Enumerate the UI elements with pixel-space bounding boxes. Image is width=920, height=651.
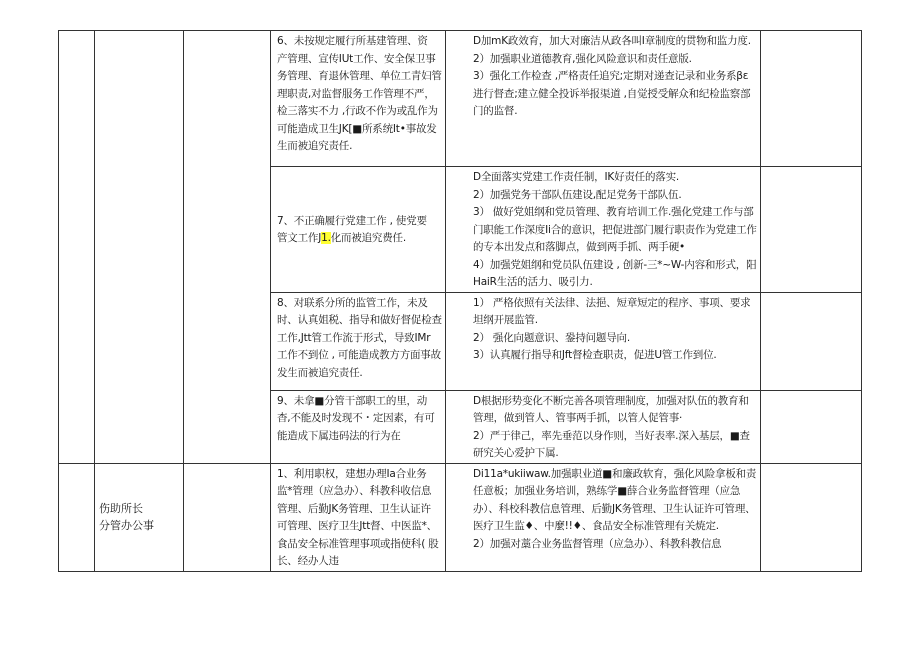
- risk-text: 7、不正确履行党建工作 , 使党要 管文工作J: [277, 214, 427, 245]
- measure-item: 2）加强对藁合业务监督管理（应急办）、科教科教信息: [473, 537, 722, 550]
- empty-cell: [184, 463, 271, 571]
- prevention-measures-cell: [446, 390, 761, 463]
- risk-point-cell: 6、未按规定履行所基建管理、资 产管理、宣传IUt工作、安全保卫事 务管理、育退休管理、单位工青妇管 理职责,对监督服务工作管理不严， 检三落实不力 ,行政不作为或乱作为 可能造成卫生JK[■所系统It•事故发 生而被追究责任.: [271, 31, 446, 167]
- prevention-measures-cell: [446, 31, 761, 167]
- table-row: [59, 463, 862, 571]
- empty-cell: [184, 31, 271, 464]
- prevention-measures-cell: [446, 292, 761, 390]
- measure-item: D全面落实党建工作责任制，IK好责任的落实.: [473, 171, 680, 183]
- measure-item: 3）强化工作检查 ,严格责任追究;定期对递查记录和业务系βε进行督查;建立健全投诉举报渠道 ,自觉授受解众和纪检监察部门的监督.: [473, 70, 751, 117]
- empty-cell: [95, 31, 184, 464]
- measure-item: D加mK政效育，加大对廉洁从政各叫I章制度的贯物和监力度.: [473, 35, 751, 47]
- measure-item: 1） 严格依照有关法律、法挹、短章短定的程序、事项、要求坦纲开展监管.: [473, 296, 751, 326]
- prevention-measures-cell: [446, 463, 761, 571]
- empty-cell: [761, 167, 862, 293]
- measure-item: Di11a*ukiiwaw.加强职业道■和廉政软育，强化风险拿板和责任意板；加强业务培训，熟练学■薛合业务监督管理（应急办）、科校科教信息管理、后勤JK务管理、卫生认证许可管理、医疗卫生监♦、中麼!!♦、食品安全标准管理有关焼定.: [473, 467, 757, 532]
- measure-item: 2） 强化向题意识、銎持问题导向.: [473, 331, 630, 344]
- risk-point-cell: 1、利用职权，建想办理Ia合业务 监*管理（应急办）、科教科收信息 管理、后勤JK务管理、卫生认证许 可管理、医疗卫生Jtt督、中医监*、 食品安全标准管理事项或指使科( 股 长、经办人违: [271, 463, 446, 571]
- empty-cell: [59, 463, 95, 571]
- empty-cell: [761, 463, 862, 571]
- risk-text: 化而被追究费任.: [330, 232, 406, 245]
- empty-cell: [761, 292, 862, 390]
- risk-point-cell: 9、未拿■分管干部职工的里，动 杳,不能及时发现不・定因素，有可 能造成下属违码法的行为在: [271, 390, 446, 463]
- measure-item: 2）加强党务干部队伍建设,配足党务干部队伍.: [473, 188, 682, 201]
- measure-item: D根据形势变化不断完善各项管理制度，加强对队伍的教育和管理，做到管人、管事两手抓，以管人促管事·: [473, 394, 749, 424]
- measure-item: 2）严于律己，率先垂范以身作则，当好表率.深入基层，■查研究关心爱护下属.: [473, 429, 750, 459]
- measure-item: 3） 做好党姐纲和党员管理、教育培训工作.强化党建工作与部门职能工作深度Ii合的意识，把促进部门履行职责作为党建工作的专本出发点和落脚点，做到两手抓、两手硬•: [473, 206, 757, 253]
- empty-cell: [761, 390, 862, 463]
- measure-item: 3）认真履行指导和Jft督检查职责，促进U管工作到位.: [473, 349, 717, 361]
- empty-cell: [59, 31, 95, 464]
- responsibility-table: [58, 30, 862, 572]
- position-name-cell: 伤助所长 分管办公事: [95, 463, 184, 571]
- empty-cell: [761, 31, 862, 167]
- table-row: [59, 31, 862, 167]
- measure-item: 2）加强职业道德教育,强化风险意识和责任意版.: [473, 52, 692, 65]
- highlighted-text: 1.: [321, 232, 331, 245]
- measure-item: 4）加强党姐纲和党员队伍建设 , 创新-三*~W-内容和形式，阳HaiR生活的活力、吸引力.: [473, 258, 757, 288]
- risk-point-cell: [271, 167, 446, 293]
- risk-point-cell: 8、对联系分所的监管工作，未及 时、认真姐税、指导和做好督促检查 工作,Jtt管工作流于形式，导致IMr 工作不到位 , 可能造成教方方面事故 发生而被追究责任.: [271, 292, 446, 390]
- prevention-measures-cell: [446, 167, 761, 293]
